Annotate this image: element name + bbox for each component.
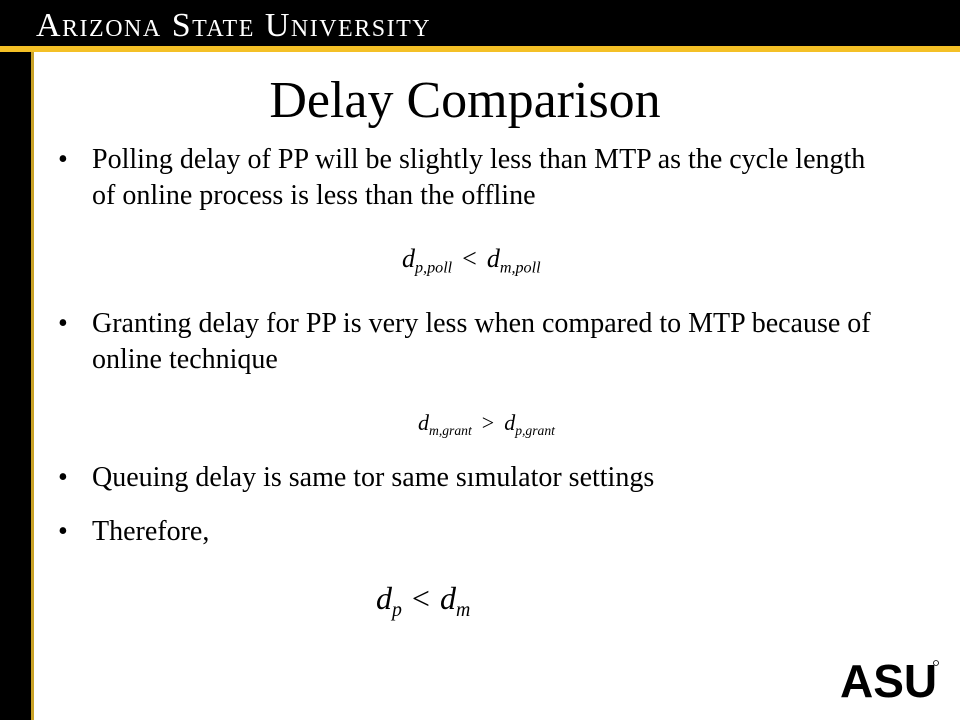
gold-divider [0,46,960,52]
bullet-marker: • [58,308,68,339]
bullet-text: Therefore, [92,516,210,547]
formula-grant: $d_{m,grant} > d_{p,grant}$ [418,410,555,438]
university-name: Arizona State University [36,7,432,44]
formula-total: $d_p < d_m$ [376,580,471,621]
asu-logo-text: ASU [840,655,938,703]
left-side-bar [0,52,31,720]
bullet-marker: • [58,516,68,547]
header-banner [0,0,960,52]
asu-logo-icon [840,655,940,703]
bullet-text: Queuing delay is same tor same sımulator settings [92,462,655,493]
bullet-marker: • [58,462,68,493]
slide-title: Delay Comparison [269,72,661,129]
left-side-gold-stripe [31,52,34,720]
bullet-text: Granting delay for PP is very less when compared to MTP because of online technique [92,308,871,375]
bullet-text: Polling delay of PP will be slightly less than MTP as the cycle length of online process is less than the offline [92,144,866,211]
bullet-marker: • [58,144,68,175]
formula-poll: $d_{p,poll} < d_{m,poll}$ [402,244,541,277]
